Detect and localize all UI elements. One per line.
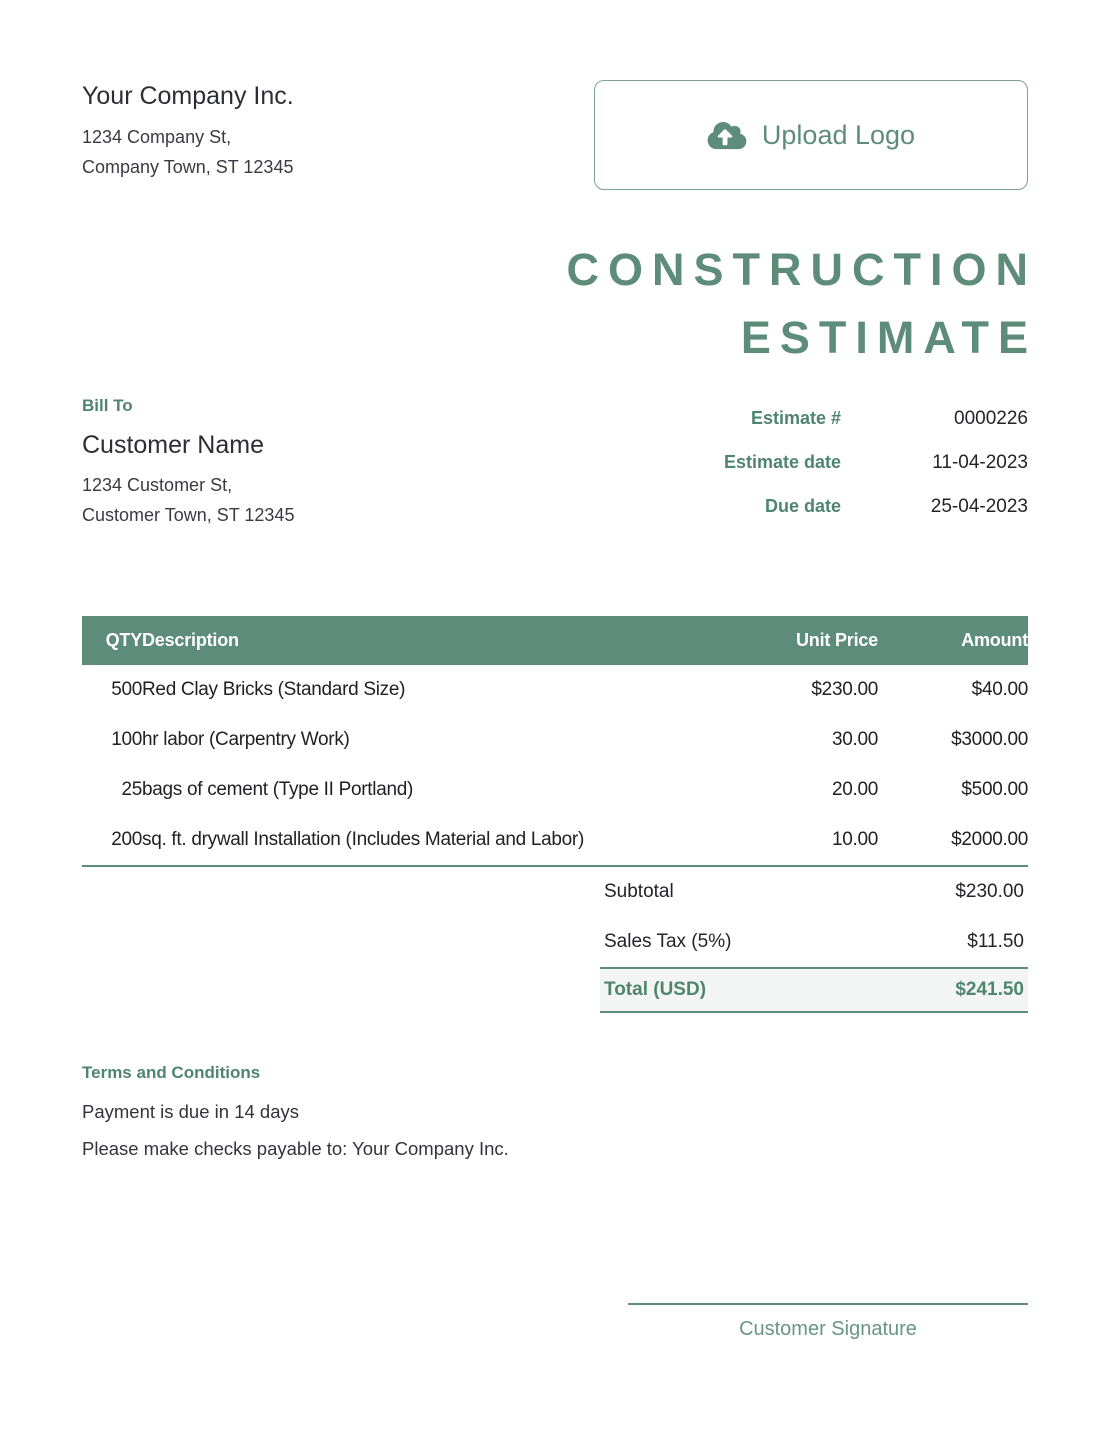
sales-tax-label: Sales Tax (5%) — [604, 931, 732, 952]
unit-price-column-header: Unit Price — [708, 616, 878, 665]
item-description: sq. ft. drywall Installation (Includes Material and Labor) — [142, 829, 584, 850]
bill-to-heading: Bill To — [82, 396, 133, 415]
description-column-header: Description — [142, 616, 708, 665]
customer-name: Customer Name — [82, 431, 264, 459]
company-address-line1: 1234 Company St, — [82, 127, 232, 147]
estimate-meta-block — [596, 396, 1028, 540]
item-unit-price: 20.00 — [831, 779, 878, 800]
sales-tax-value: $11.50 — [967, 931, 1024, 952]
signature-label: Customer Signature — [739, 1318, 917, 1340]
estimate-number-row — [596, 408, 1028, 452]
grand-total-label: Total (USD) — [604, 979, 707, 1000]
item-unit-price: 30.00 — [831, 729, 878, 750]
item-amount: $500.00 — [961, 779, 1028, 800]
company-address-line2: Company Town, ST 12345 — [82, 157, 294, 177]
upload-logo-button[interactable] — [594, 80, 1028, 190]
item-amount: $2000.00 — [951, 829, 1028, 850]
signature-block — [628, 1303, 1028, 1341]
terms-section — [82, 1063, 1028, 1167]
info-section — [82, 396, 1028, 540]
line-items-table — [82, 616, 1028, 867]
company-name: Your Company Inc. — [82, 82, 294, 110]
totals-block — [600, 867, 1028, 1013]
signature-line — [628, 1303, 1028, 1305]
item-unit-price: $230.00 — [811, 679, 878, 700]
grand-total-value: $241.50 — [955, 979, 1024, 1000]
terms-line-2: Please make checks payable to: Your Company Inc. — [82, 1138, 509, 1159]
customer-address-line1: 1234 Customer St, — [82, 475, 233, 495]
sales-tax-row — [600, 917, 1028, 967]
table-row — [82, 815, 1028, 866]
item-description: Red Clay Bricks (Standard Size) — [142, 679, 406, 700]
customer-address — [82, 470, 294, 530]
item-description: bags of cement (Type II Portland) — [142, 779, 414, 800]
table-row — [82, 665, 1028, 715]
table-row — [82, 715, 1028, 765]
item-description: hr labor (Carpentry Work) — [142, 729, 350, 750]
estimate-date-row — [596, 452, 1028, 496]
cloud-upload-icon — [707, 120, 747, 151]
document-header — [82, 80, 1028, 190]
item-qty: 500 — [111, 679, 142, 700]
grand-total-row — [600, 967, 1028, 1013]
due-date-row — [596, 496, 1028, 540]
bill-to-block — [82, 396, 294, 540]
customer-address-line2: Customer Town, ST 12345 — [82, 505, 295, 525]
item-unit-price: 10.00 — [831, 829, 878, 850]
document-title — [82, 236, 1037, 372]
due-date-value: 25-04-2023 — [930, 496, 1028, 517]
item-qty: 100 — [111, 729, 142, 750]
estimate-date-value: 11-04-2023 — [932, 452, 1028, 473]
item-qty: 200 — [111, 829, 142, 850]
due-date-label: Due date — [764, 496, 841, 516]
document-title-line1: CONSTRUCTION — [566, 244, 1037, 295]
table-row — [82, 765, 1028, 815]
item-qty: 25 — [121, 779, 142, 800]
table-header — [82, 616, 1028, 665]
subtotal-row — [600, 867, 1028, 917]
subtotal-value: $230.00 — [955, 881, 1024, 902]
estimate-date-label: Estimate date — [723, 452, 841, 472]
amount-column-header: Amount — [878, 616, 1028, 665]
item-amount: $40.00 — [971, 679, 1028, 700]
estimate-number-label: Estimate # — [750, 408, 841, 428]
document-title-line2: ESTIMATE — [740, 312, 1037, 363]
terms-line-1: Payment is due in 14 days — [82, 1101, 299, 1122]
subtotal-label: Subtotal — [604, 881, 674, 902]
estimate-number-value: 0000226 — [954, 408, 1028, 429]
company-block — [82, 80, 294, 182]
upload-logo-label: Upload Logo — [761, 119, 916, 150]
terms-heading: Terms and Conditions — [82, 1063, 261, 1082]
company-address — [82, 122, 294, 182]
qty-column-header: QTY — [82, 616, 142, 665]
item-amount: $3000.00 — [951, 729, 1028, 750]
